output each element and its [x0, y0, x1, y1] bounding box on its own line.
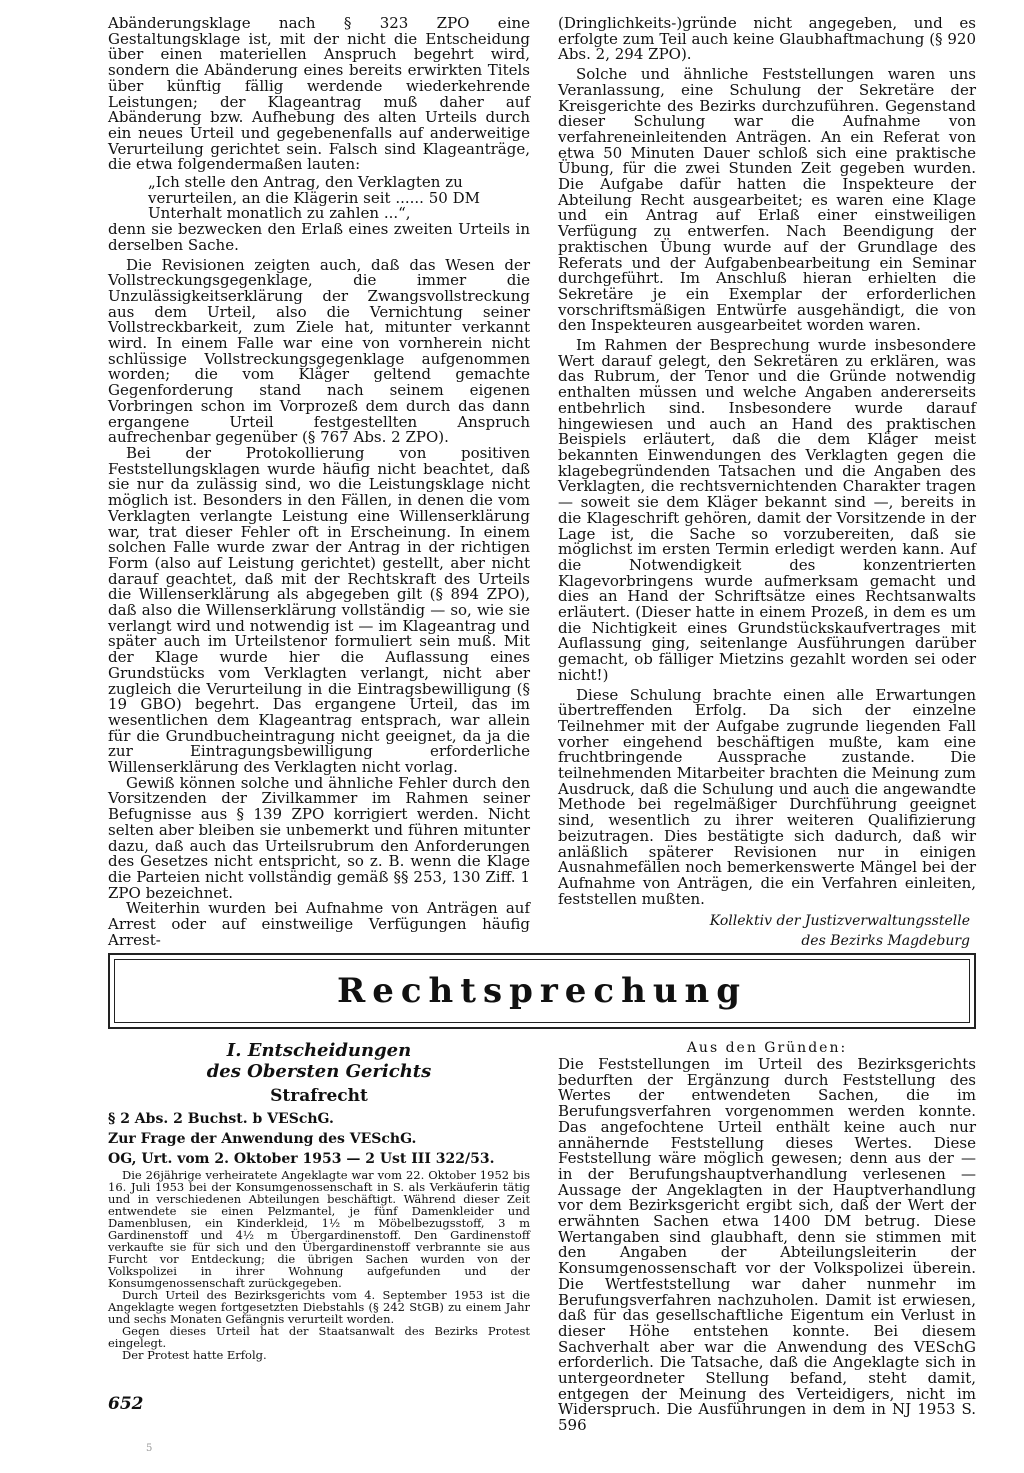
- subsection-heading: Strafrecht: [270, 1086, 368, 1106]
- section-heading: des Obersten Gerichts: [206, 1061, 432, 1082]
- case-summary: Gegen dieses Urteil hat der Staatsanwalt des Bezirks Protest eingelegt.: [108, 1324, 530, 1350]
- paragraph: Bei der Protokollierung von positiven Feststellungsklagen wurde häufig nicht beachtet, daß sie nur da zulässig sind, wo die Leistungsklage nicht möglich ist. Besonders in den Fällen, in denen die vom Verklagten verlangte Leistung eine Willenserklärung war, trat dieser Fehler oft in Erscheinung. In einem solchen Falle wurde zwar der Antrag in der richtigen Form (also auf Leistung gerichtet) gestellt, aber nicht darauf geachtet, daß mit der Rechtskraft des Urteils die Willenserklärung als abgegeben gilt (§ 894 ZPO), daß also die Willenserklärung vollständig — so, wie sie verlangt wird und notwendig ist — im Klageantrag und später auch im Urteilstenor formuliert sein muß. Mit der Klage wurde hier die Auflassung eines Grundstücks vom Verklagten verlangt, nicht aber zugleich die Verurteilung in die Eintragsbewilligung (§ 19 GBO) begehrt. Das ergangene Urteil, das im wesentlichen dem Klageantrag entsprach, war allein für die Grundbucheintragung nicht geeignet, da ja die zur Eintragungsbewilligung erforderliche Willenserklärung des Verklagten nicht vorlag.: [108, 443, 530, 777]
- signature-line: des Bezirks Magdeburg: [801, 933, 970, 950]
- paragraph: Im Rahmen der Besprechung wurde insbesondere Wert darauf gelegt, den Sekretären zu erklären, was das Rubrum, der Tenor und die Gründe notwendig enthalten müssen und welche Angaben andererseits entbehrlich sind. Insbesondere wurde darauf hingewiesen und auch an Hand des praktischen Beispiels erläutert, daß die dem Kläger meist bekannten Einwendungen des Verklagten gegen die klagebegründenden Tatsachen und die Angaben des Verklagten, die rechtsvernichtenden Charakter tragen — soweit sie dem Kläger bekannt sind —, bereits in die Klageschrift gehören, damit der Vorsitzende in der Lage ist, die Sache so vorzubereiten, daß sie möglichst im ersten Termin erledigt werden kann. Auf die Notwendigkeit des konzentrierten Klagevorbringens wurde aufmerksam gemacht und dies an Hand der Schriftsätze eines Rechtsanwalts erläutert. (Dieser hatte in einem Prozeß, in dem es um die Nichtigkeit eines Grundstückskaufvertrages mit Auflassung ging, seitenlange Ausführungen darüber gemacht, ob fälliger Mietzins gezahlt worden sei oder nicht!): [558, 336, 976, 684]
- lower-right-column: [558, 1040, 976, 1434]
- section-heading: I. Entscheidungen: [226, 1040, 412, 1061]
- section-banner: [108, 953, 976, 1029]
- paragraph: Weiterhin wurden bei Aufnahme von Anträgen auf Arrest oder auf einstweilige Verfügungen häufig Arrest-: [108, 899, 530, 949]
- paragraph: Gewiß können solche und ähnliche Fehler durch den Vorsitzenden der Zivilkammer im Rahmen seiner Befugnisse aus § 139 ZPO korrigiert werden. Nicht selten aber bleiben sie unbemerkt und führen mitunter dazu, daß auch das Urteilsrubrum den Anforderungen des Gesetzes nicht entspricht, so z. B. wenn die Klage die Parteien nicht vollständig gemäß §§ 253, 130 Ziff. 1 ZPO bezeichnet.: [108, 773, 530, 902]
- case-topic: Zur Frage der Anwendung des VESchG.: [108, 1131, 417, 1147]
- case-summary: Durch Urteil des Bezirksgerichts vom 4. September 1953 ist die Angeklagte wegen fortgesetzten Diebstahls (§ 242 StGB) zu einem Jahr und sechs Monaten Gefängnis verurteilt worden.: [108, 1288, 530, 1326]
- paragraph: Solche und ähnliche Feststellungen waren uns Veranlassung, eine Schulung der Sekretäre der Kreisgerichte des Bezirks durchzuführen. Gegenstand dieser Schulung war die Aufnahme von verfahreneinleitenden Anträgen. An ein Referat von etwa 50 Minuten Dauer schloß sich eine praktische Übung, für die zwei Stunden Zeit gegeben wurden. Die Aufgabe dafür hatten die Inspekteure der Abteilung Recht ausgearbeitet; es waren eine Klage und ein Antrag auf Erlaß einer einstweiligen Verfügung zu entwerfen. Nach Beendigung der praktischen Übung wurde auf der Grundlage des Referats und der Aufgabenbearbeitung ein Seminar durchgeführt. Im Anschluß hieran erhielten die Sekretäre je ein Exemplar der erforderlichen vorschriftsmäßigen Entwürfe ausgehändigt, die von den Inspekteuren ausgearbeitet worden waren.: [558, 65, 976, 335]
- case-citation: OG, Urt. vom 2. Oktober 1953 — 2 Ust III 322/53.: [108, 1151, 495, 1167]
- paragraph: denn sie bezwecken den Erlaß eines zweiten Urteils in derselben Sache.: [108, 220, 530, 254]
- paragraph: Die Feststellungen im Urteil des Bezirksgerichts bedurften der Ergänzung durch Feststellung des Wertes der entwendeten Sachen, die im Berufungsverfahren vorgenommen werden konnte. Das angefochtene Urteil enthält keine auch nur annähernde Feststellung dieses Wertes. Diese Feststellung wäre möglich gewesen; denn aus der — in der Berufungshauptverhandlung verlesenen — Aussage der Angeklagten in der Hauptverhandlung vor dem Bezirksgericht ergibt sich, daß der Wert der erwähnten Sachen etwa 1400 DM betrug. Diese Wertangaben sind glaubhaft, denn sie stimmen mit den Angaben der Abteilungsleiterin der Konsumgenossenschaft vor der Volkspolizei überein. Die Wertfeststellung war daher nunmehr im Berufungsverfahren nachzuholen. Damit ist erwiesen, daß für das gesellschaftliche Eigentum ein Verlust in dieser Höhe entstehen konnte. Bei diesem Sachverhalt aber war die Anwendung des VESchG erforderlich. Die Tatsache, daß die Angeklagte sich in untergeordneter Stellung befand, steht damit, entgegen der Meinung des Verteidigers, nicht im Widerspruch. Die Ausführungen in dem in NJ 1953 S. 596: [558, 1055, 976, 1435]
- reasons-heading: Aus den Gründen:: [686, 1040, 848, 1056]
- banner-frame: [114, 959, 970, 1023]
- footer-mark: 5: [146, 1443, 153, 1454]
- left-column: [108, 16, 530, 948]
- quoted-request: „Ich stelle den Antrag, den Verklagten zu verurteilen, an die Klägerin seit ...... 50 DM Unterhalt monatlich zu zahlen ...“,: [148, 173, 480, 223]
- case-summary: Die 26jährige verheiratete Angeklagte war vom 22. Oktober 1952 bis 16. Juli 1953 bei der Konsumgenossenschaft in S. als Verkäuferin tätig und in verschiedenen Abteilungen beschäftigt. Während dieser Zeit entwendete sie einen Pelzmantel, je fünf Damenkleider und Damenblusen, ein Kinderkleid, 1½ m Möbelbezugsstoff, 3 m Gardinenstoff und 4½ m Übergardinenstoff. Den Gardinenstoff verkaufte sie für sich und den Übergardinenstoff verbrannte sie aus Furcht vor Entdeckung; die übrigen Sachen wurden von der Volkspolizei in ihrer Wohnung aufgefunden und der Konsumgenossenschaft zurückgegeben.: [108, 1168, 530, 1290]
- right-column: [558, 16, 976, 951]
- paragraph: (Dringlichkeits-)gründe nicht angegeben, und es erfolgte zum Teil auch keine Glaubhaftmachung (§ 920 Abs. 2, 294 ZPO).: [558, 14, 976, 64]
- lower-left-column: [108, 1040, 530, 1361]
- law-reference: § 2 Abs. 2 Buchst. b VESchG.: [108, 1111, 334, 1127]
- page-number: 652: [108, 1394, 144, 1414]
- paragraph: Abänderungsklage nach § 323 ZPO eine Gestaltungsklage ist, mit der nicht die Entscheidung über einen materiellen Anspruch begehrt wird, sondern die Abänderung eines bereits erwirkten Titels über künftig fällig werdende wiederkehrende Leistungen; der Klageantrag muß daher auf Abänderung bzw. Aufhebung des alten Urteils durch ein neues Urteil und gegebenenfalls auf anderweitige Verurteilung gerichtet sein. Falsch sind Klageanträge, die etwa folgendermaßen lauten:: [108, 14, 530, 174]
- paragraph: Die Revisionen zeigten auch, daß das Wesen der Vollstreckungsgegenklage, die immer die Unzulässigkeitserklärung der Zwangsvollstreckung aus dem Urteil, also die Vernichtung seiner Vollstreckbarkeit, zum Ziele hat, mitunter verkannt wird. In einem Falle war eine von vornherein nicht schlüssige Vollstreckungsgegenklage aufgenommen worden; die vom Kläger geltend gemachte Gegenforderung stand nach seinem eigenen Vorbringen schon im Vorprozeß dem durch das dann ergangene Urteil festgestellten Anspruch aufrechenbar gegenüber (§ 767 Abs. 2 ZPO).: [108, 255, 530, 447]
- signature: [558, 911, 976, 951]
- signature-line: Kollektiv der Justizverwaltungsstelle: [709, 913, 970, 930]
- case-summary: Der Protest hatte Erfolg.: [122, 1348, 267, 1362]
- banner-title: Rechtsprechung: [336, 971, 748, 1011]
- paragraph: Diese Schulung brachte einen alle Erwartungen übertreffenden Erfolg. Da sich der einzelne Teilnehmer mit der Aufgabe zugrunde liegenden Fall vorher eingehend beschäftigen mußte, kam eine fruchtbringende Aussprache zustande. Die teilnehmenden Mitarbeiter brachten die Meinung zum Ausdruck, daß die Schulung und auch die angewandte Methode bei regelmäßiger Durchführung geeignet sind, wesentlich zu ihrer weiteren Qualifizierung beizutragen. Dies bestätigte sich dadurch, daß wir anläßlich späterer Revisionen nur in einigen Ausnahmefällen noch bemerkenswerte Mängel bei der Aufnahme von Anträgen, die ein Verfahren einleiten, feststellen mußten.: [558, 685, 976, 908]
